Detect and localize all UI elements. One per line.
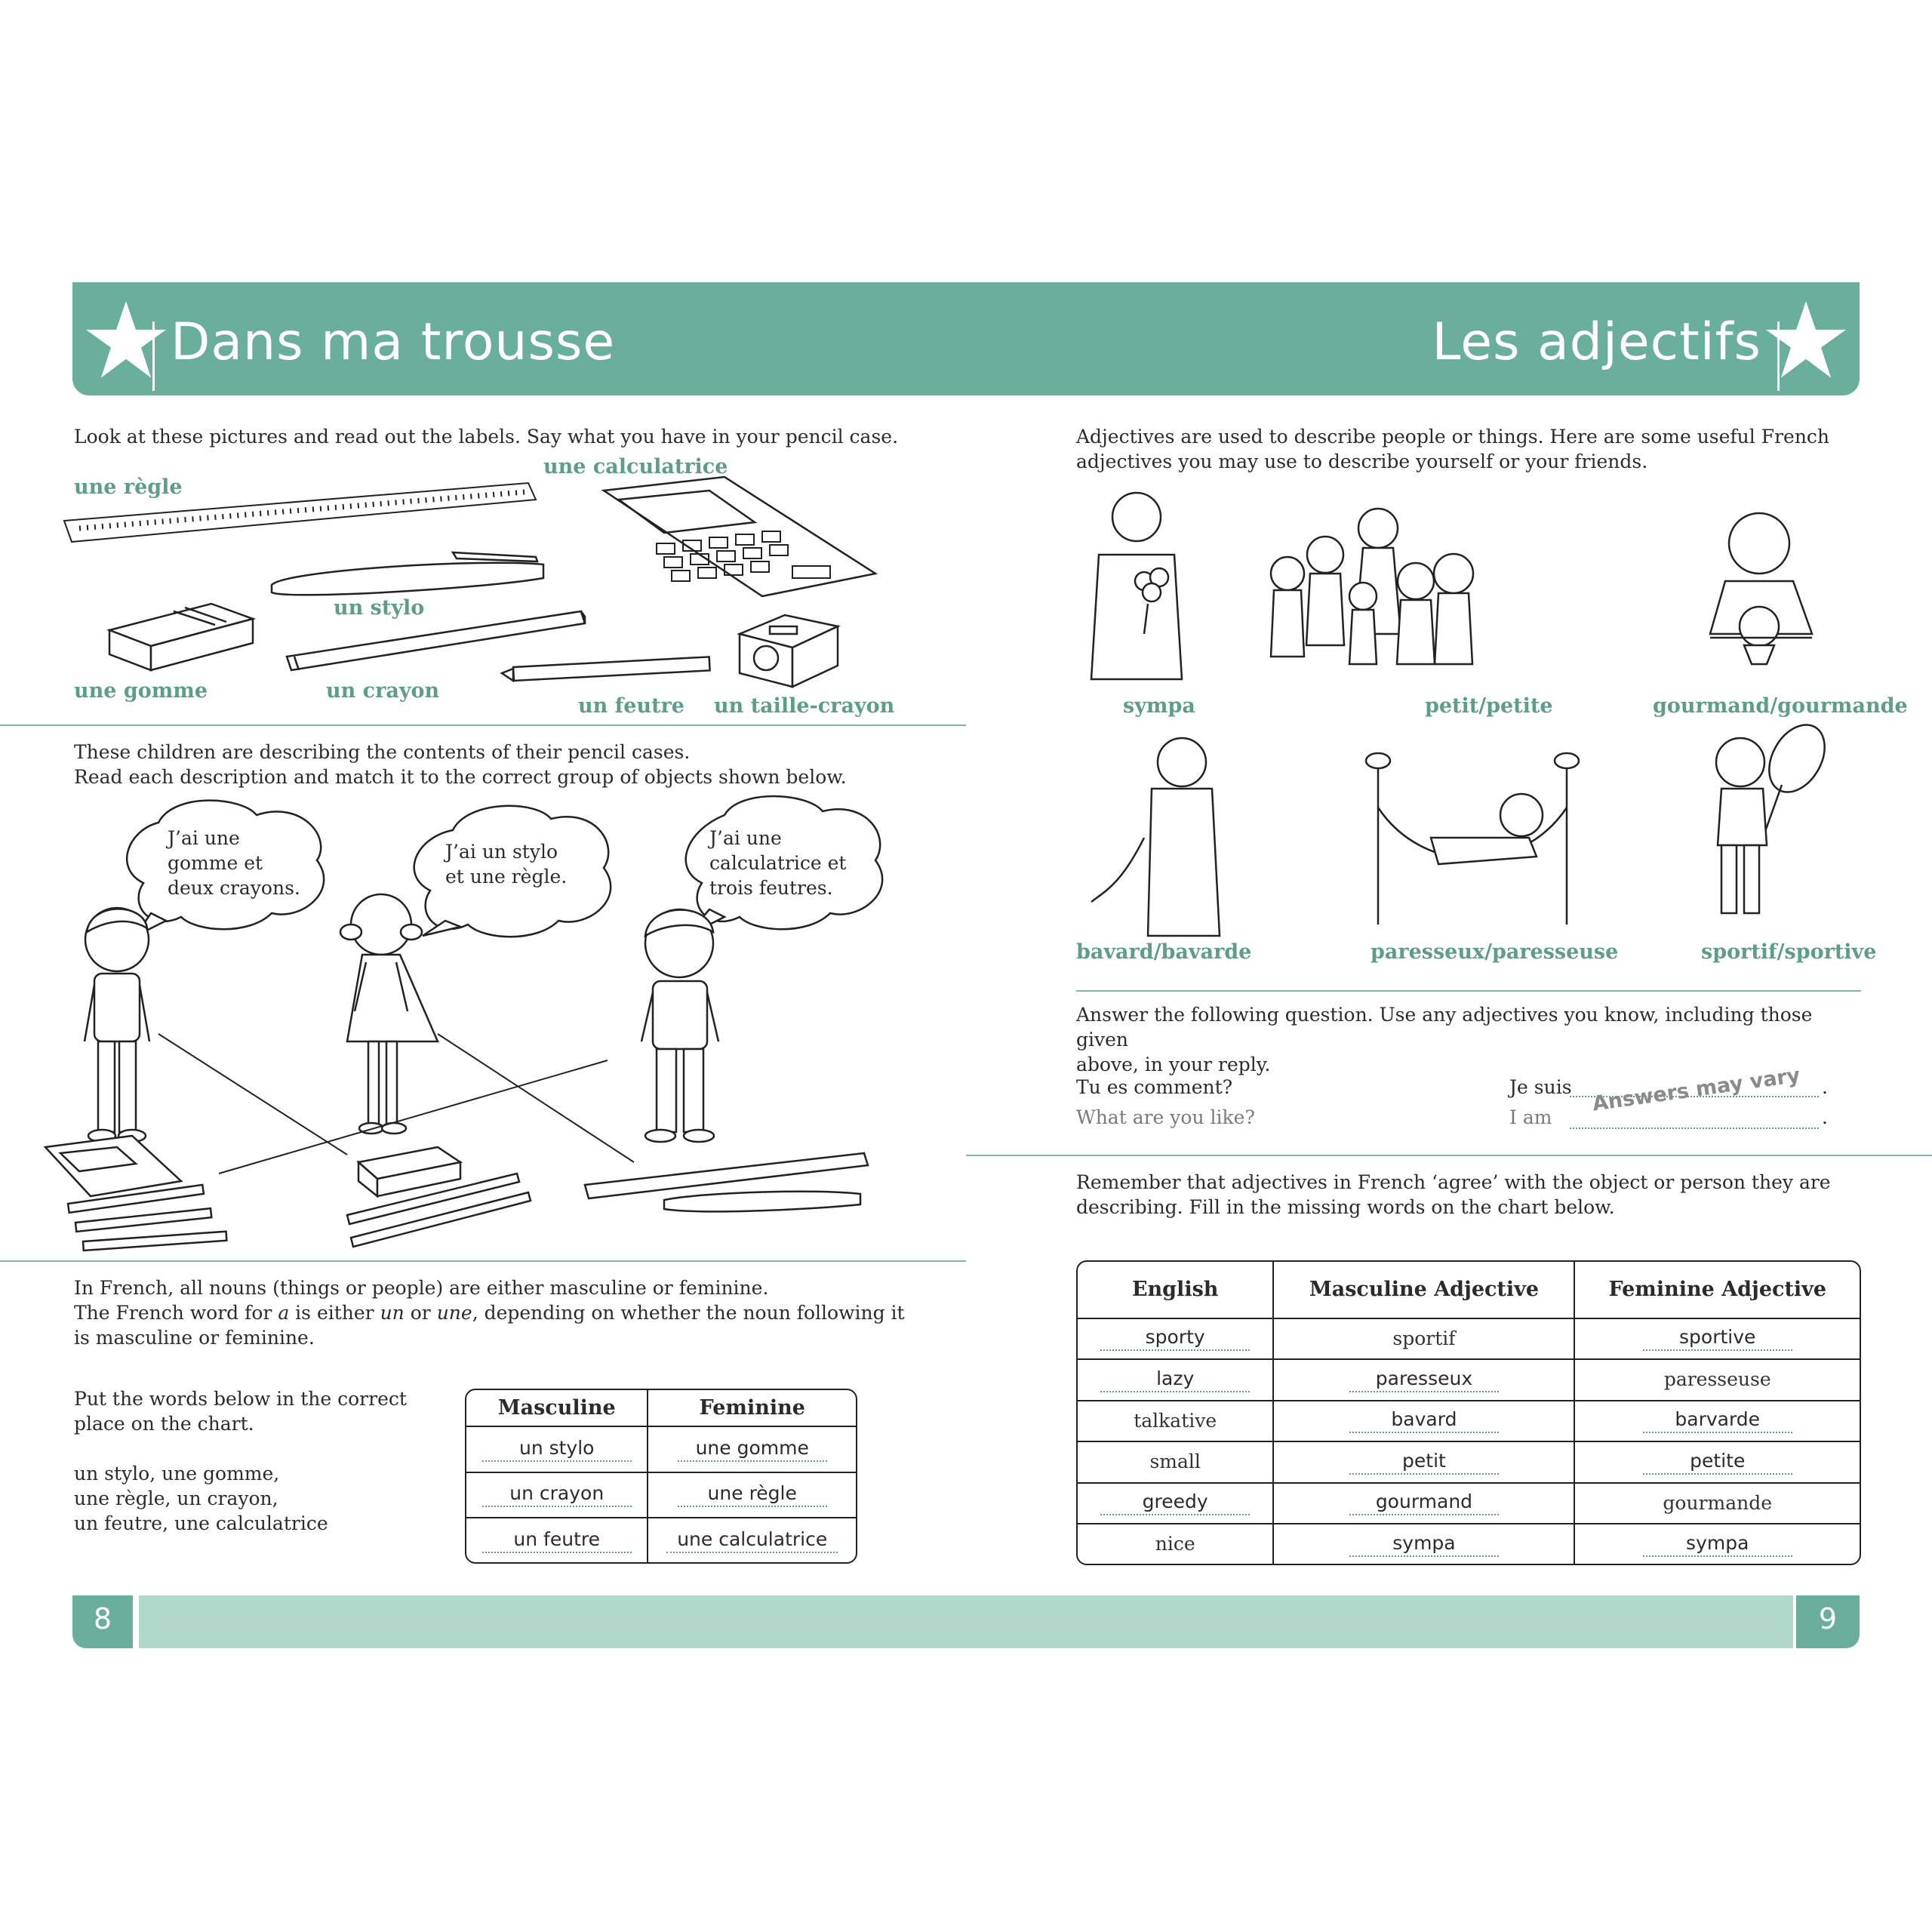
table-row: [1078, 1359, 1860, 1400]
table-cell: [1078, 1441, 1273, 1482]
girl-figure: [340, 894, 438, 1134]
star-icon: [1761, 296, 1850, 385]
eraser-icon: [358, 1147, 460, 1196]
sporty-boy-figure: [1716, 715, 1836, 913]
adjective-label: bavard/bavarde: [1076, 940, 1252, 964]
table-cell: [1078, 1359, 1273, 1400]
table-header: Feminine Adjective: [1574, 1262, 1860, 1318]
calculator-icon: [45, 1136, 181, 1196]
answer-field[interactable]: un stylo: [482, 1437, 632, 1462]
answer-field[interactable]: bavard: [1349, 1408, 1499, 1433]
gender-table: [465, 1389, 857, 1564]
table-cell: [1574, 1359, 1860, 1400]
divider: [966, 1155, 1932, 1156]
table-cell: [1574, 1524, 1860, 1564]
adjective-label: gourmand/gourmande: [1653, 694, 1908, 718]
adjective-label: sympa: [1123, 694, 1195, 718]
talkative-woman-figure: [1091, 738, 1220, 936]
header-banner: [72, 282, 1860, 395]
given-word: talkative: [1134, 1409, 1217, 1432]
table-cell: [1574, 1318, 1860, 1359]
divider: [1076, 990, 1861, 992]
pencil-case-illustration: [60, 468, 891, 702]
label-calculatrice: une calculatrice: [543, 455, 728, 478]
boy-figure: [85, 908, 149, 1142]
table-cell: [1078, 1318, 1273, 1359]
page-number-left: 8: [72, 1595, 133, 1648]
table-cell: [1574, 1401, 1860, 1441]
table-row: [1078, 1318, 1860, 1359]
man-with-flowers-figure: [1091, 493, 1182, 679]
table-row: [1078, 1524, 1860, 1564]
star-icon: [82, 296, 171, 385]
answer-field[interactable]: sporty: [1100, 1326, 1250, 1351]
footer-bar: [139, 1595, 1793, 1648]
pen-icon: [272, 552, 543, 595]
sharpener-icon: [740, 615, 838, 687]
table-row: [1078, 1401, 1860, 1441]
adjective-table: [1076, 1260, 1861, 1565]
answer-label-en: I am: [1509, 1106, 1552, 1128]
answer-label-fr: Je suis: [1509, 1076, 1572, 1098]
table-row: [466, 1518, 856, 1562]
bubble-text-1: J’ai une gomme et deux crayons.: [168, 827, 300, 899]
divider: [0, 724, 966, 726]
answer-field[interactable]: petit: [1349, 1450, 1499, 1475]
given-word: nice: [1155, 1533, 1195, 1555]
adjective-label: petit/petite: [1425, 694, 1553, 718]
table-cell: [1273, 1441, 1574, 1482]
table-cell: [1273, 1483, 1574, 1524]
answer-field[interactable]: sportive: [1643, 1326, 1792, 1351]
question-english: What are you like?: [1076, 1106, 1255, 1128]
answer-field[interactable]: paresseux: [1349, 1367, 1499, 1392]
given-word: small: [1149, 1451, 1201, 1473]
pen-icon: [664, 1192, 860, 1212]
label-taille-crayon: un taille-crayon: [714, 694, 895, 718]
label-regle: une règle: [74, 475, 183, 499]
table-header: Masculine Adjective: [1273, 1262, 1574, 1318]
adjective-label: paresseux/paresseuse: [1371, 940, 1619, 964]
label-feutre: un feutre: [578, 694, 685, 718]
lazy-girl-hammock-figure: [1366, 753, 1579, 924]
adjective-label: sportif/sportive: [1701, 940, 1877, 964]
given-word: sportif: [1392, 1327, 1456, 1349]
question-intro: Answer the following question. Use any adjectives you know, including those given above, in your reply.: [1076, 1004, 1813, 1075]
left-page-title: Dans ma trousse: [171, 312, 616, 372]
table-row: [466, 1472, 856, 1518]
label-crayon: un crayon: [326, 679, 440, 703]
answer-field[interactable]: sympa: [1643, 1532, 1792, 1557]
table-row: [1078, 1483, 1860, 1524]
greedy-woman-figure: [1710, 513, 1812, 664]
agree-explanation: Remember that adjectives in French ‘agree’ with the object or person they are describing. Fill in the missing words on the chart below.: [1076, 1171, 1831, 1218]
match-intro: These children are describing the contents of their pencil cases. Read each description and match it to the correct group of objects shown below.: [74, 741, 847, 788]
answer-field[interactable]: gourmand: [1349, 1491, 1499, 1515]
page-number-right: 9: [1796, 1595, 1860, 1648]
table-cell: [1574, 1483, 1860, 1524]
pencil-icon: [287, 611, 585, 670]
answer-field[interactable]: un crayon: [482, 1482, 632, 1507]
title-separator: [152, 321, 155, 391]
bubble-text-3: J’ai une calculatrice et trois feutres.: [709, 827, 847, 899]
table-cell: [1273, 1401, 1574, 1441]
label-stylo: un stylo: [334, 596, 425, 620]
eraser-icon: [109, 604, 253, 670]
table-row: [466, 1426, 856, 1472]
table-header: English: [1078, 1262, 1273, 1318]
put-instructions: Put the words below in the correct place on the chart. un stylo, une gomme, une règle, un crayon, un feutre, une calculatrice: [74, 1388, 407, 1534]
answers-may-vary-stamp: Answers may vary: [1591, 1063, 1802, 1116]
answer-field[interactable]: une règle: [678, 1482, 827, 1507]
calculator-icon: [604, 477, 875, 596]
answer-field[interactable]: un feutre: [482, 1528, 632, 1553]
given-word: gourmande: [1663, 1491, 1773, 1514]
answer-field[interactable]: une calculatrice: [666, 1528, 838, 1553]
right-page-title: Les adjectifs: [1432, 312, 1761, 372]
table-cell: [1273, 1359, 1574, 1400]
left-intro: Look at these pictures and read out the labels. Say what you have in your pencil case.: [74, 426, 899, 448]
given-word: paresseuse: [1663, 1368, 1771, 1391]
table-cell: [1273, 1318, 1574, 1359]
table-header: Feminine: [648, 1390, 856, 1426]
question-french: Tu es comment?: [1076, 1076, 1233, 1098]
table-cell: [1574, 1441, 1860, 1482]
table-cell: [1273, 1524, 1574, 1564]
answer-field[interactable]: sympa: [1349, 1532, 1499, 1557]
table-row: [1078, 1441, 1860, 1482]
label-gomme: une gomme: [74, 679, 208, 703]
table-cell: [1078, 1401, 1273, 1441]
marker-icon: [502, 657, 710, 681]
answer-field[interactable]: petite: [1643, 1450, 1792, 1475]
table-cell: [1078, 1483, 1273, 1524]
bubble-text-2: J’ai un stylo et une règle.: [445, 841, 568, 888]
group-of-children-figure: [1271, 509, 1473, 664]
answer-line-en[interactable]: [1570, 1128, 1819, 1129]
answer-field[interactable]: greedy: [1100, 1491, 1250, 1515]
answer-field[interactable]: une gomme: [678, 1437, 827, 1462]
table-header: Masculine: [466, 1390, 648, 1426]
divider: [0, 1260, 966, 1262]
nouns-explanation: In French, all nouns (things or people) are either masculine or feminine. The French word for a is either un or une, depending on whether the noun following it is masculine or feminine.: [74, 1277, 905, 1349]
answer-field[interactable]: lazy: [1100, 1367, 1250, 1392]
right-intro: Adjectives are used to describe people or things. Here are some useful French adjectives you may use to describe yourself or your friends.: [1076, 426, 1830, 472]
answer-field[interactable]: barvarde: [1643, 1408, 1792, 1433]
table-cell: [1078, 1524, 1273, 1564]
boy-figure: [641, 909, 718, 1142]
